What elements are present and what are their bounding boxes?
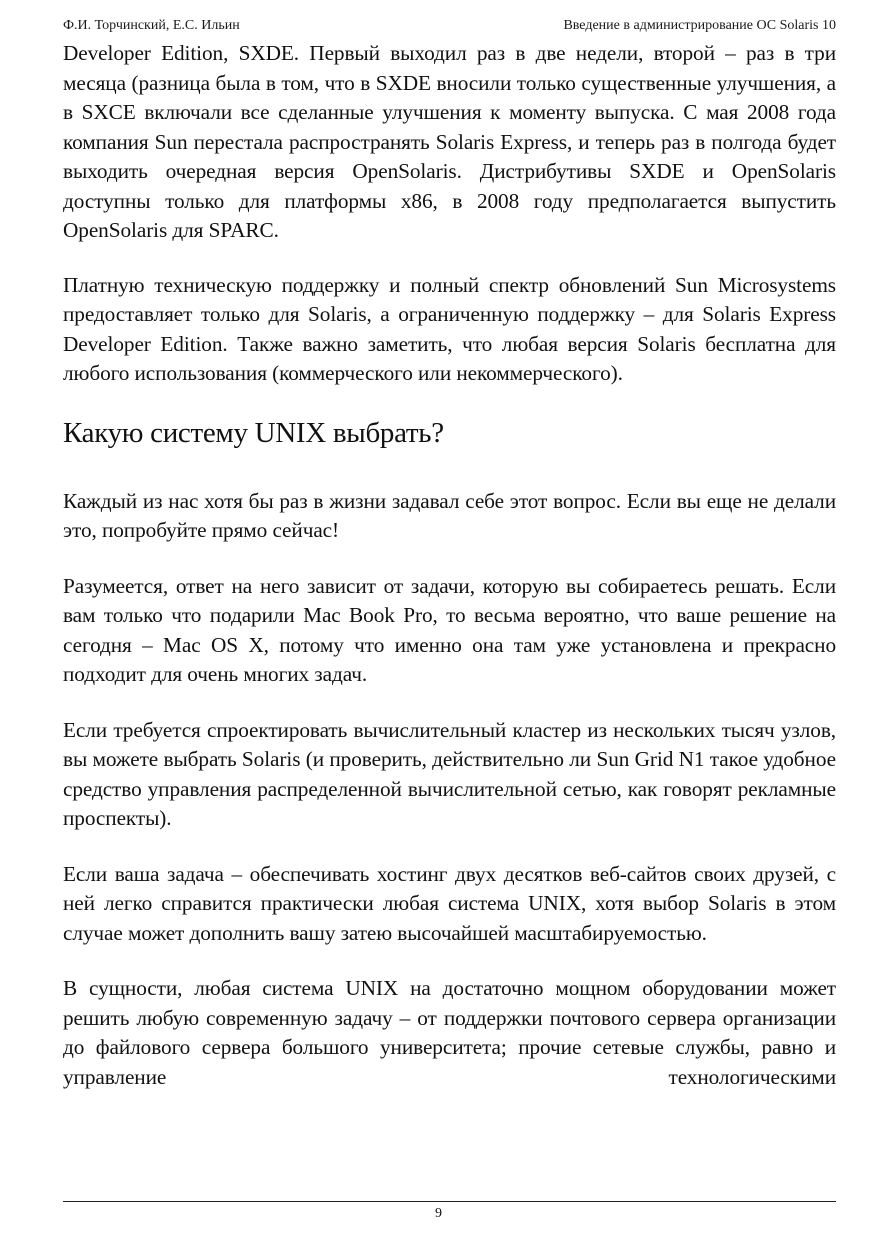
paragraph: Если ваша задача – обеспечивать хостинг двух десятков веб-сайтов своих друзей, с ней легко справится практически любая система UNIX, хотя выбор Solaris в этом случае может дополнить вашу затею высочайшей масштабируемостью. [63, 861, 836, 945]
header-authors: Ф.И. Торчинский, Е.С. Ильин [63, 18, 240, 33]
page-number: 9 [435, 1206, 442, 1221]
footer-divider [63, 1201, 836, 1202]
paragraph: Developer Edition, SXDE. Первый выходил раз в две недели, второй – раз в три месяца (разница была в том, что в SXDE вносили только существенные улучшения, а в SXCE включали все сделанные улучшения к моменту выпуска. С мая 2008 года компания Sun перестала распространять Solaris Express, и теперь раз в полгода будет выходить очередная версия OpenSolaris. Дистрибутивы SXDE и OpenSolaris доступны только для платформы x86, в 2008 году предполагается выпустить OpenSolaris для SPARC. [63, 41, 836, 242]
paragraph: Если требуется спроектировать вычислительный кластер из нескольких тысяч узлов, вы можете выбрать Solaris (и проверить, действительно ли Sun Grid N1 такое удобное средство управления распределенной вычислительной сетью, как говорят рекламные проспекты). [63, 717, 836, 830]
section-heading: Какую систему UNIX выбрать? [63, 416, 444, 449]
page-body [63, 39, 836, 1118]
paragraph: Каждый из нас хотя бы раз в жизни задавал себе этот вопрос. Если вы еще не делали это, попробуйте прямо сейчас! [63, 488, 836, 542]
paragraph: Разумеется, ответ на него зависит от задачи, которую вы собираетесь решать. Если вам только что подарили Mac Book Pro, то весьма вероятно, что ваше решение на сегодня – Mac OS X, потому что именно она там уже установлена и прекрасно подходит для очень многих задач. [63, 573, 836, 686]
running-header [63, 16, 836, 36]
paragraph: В сущности, любая система UNIX на достаточно мощном оборудовании может решить любую современную задачу – от поддержки почтового сервера организации до файлового сервера большого университета; прочие сетевые службы, равно и управление технологическими [63, 976, 836, 1089]
header-book-title: Введение в администрирование ОС Solaris 10 [563, 18, 836, 33]
paragraph: Платную техническую поддержку и полный спектр обновлений Sun Microsystems предоставляет только для Solaris, а ограниченную поддержку – для Solaris Express Developer Edition. Также важно заметить, что любая версия Solaris бесплатна для любого использования (коммерческого или некоммерческого). [63, 272, 836, 385]
